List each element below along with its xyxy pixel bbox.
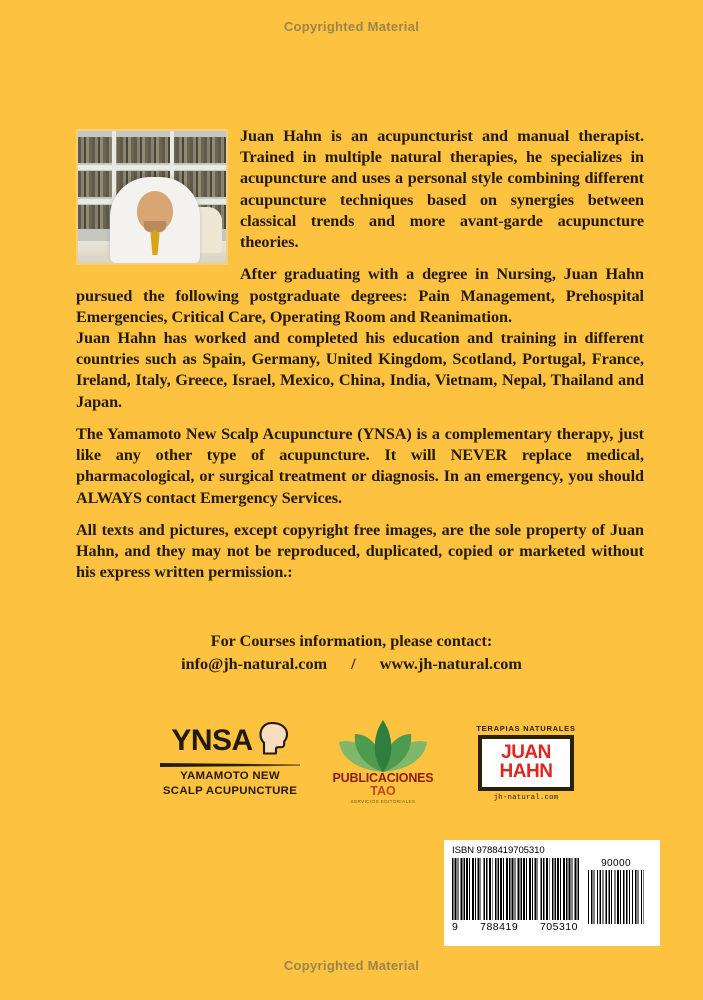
barcode-digit-group: 9 <box>452 921 459 933</box>
author-figure <box>110 177 200 263</box>
contact-email[interactable]: info@jh-natural.com <box>181 655 328 674</box>
ynsa-subtitle-line1: YAMAMOTO NEW <box>180 770 280 782</box>
barcode-bars <box>452 858 580 920</box>
contact-line <box>0 653 703 676</box>
juan-hahn-logo <box>466 724 586 802</box>
lotus-icon <box>328 718 438 774</box>
bio-paragraph-1: Juan Hahn is an acupuncturist and manual therapist. Trained in multiple natural therapies, he specializes in acupuncture and uses a personal style combining different acupuncture techniques based on synergies between classical trends and more avant-garde acupuncture theories. <box>240 127 644 252</box>
contact-separator: / <box>351 655 356 674</box>
bio-paragraph-2: After graduating with a degree in Nursing, Juan Hahn pursued the following postgraduate degrees: Pain Management, Prehospital Emergencies, Critical Care, Operating Room and Reanimation. <box>76 265 644 326</box>
author-photo <box>76 129 228 265</box>
cover-content <box>76 126 644 583</box>
shelf-divider <box>78 165 226 170</box>
bio-paragraph-3: Juan Hahn has worked and completed his education and training in different countries such as Spain, Germany, United Kingdom, Scotland, Portugal, France, Ireland, Italy, Greece, Israel, Mexico, China, India, Vietnam, Nepal, Thailand and Japan. <box>76 328 644 411</box>
ynsa-logo <box>154 722 306 798</box>
barcode-row <box>452 858 654 933</box>
isbn-label: ISBN 9788419705310 <box>452 845 545 856</box>
contact-block <box>0 630 703 677</box>
barcode-digit-group: 788419 <box>480 921 519 933</box>
copyright-paragraph: All texts and pictures, except copyright free images, are the sole property of Juan Hahn, and they may not be reproduced, duplicated, copied or marketed without his express written permission.: <box>76 520 644 582</box>
tao-publisher-name: PUBLICACIONES <box>332 771 434 785</box>
barcode-panel <box>444 840 660 946</box>
ynsa-logo-top <box>154 722 306 760</box>
contact-website[interactable]: www.jh-natural.com <box>379 655 522 674</box>
ynsa-subtitle-line2: SCALP ACUPUNCTURE <box>162 784 298 797</box>
logo-row <box>76 718 644 818</box>
head-profile-icon <box>259 722 289 760</box>
copyright-watermark-top: Copyrighted Material <box>283 19 420 34</box>
barcode-addon <box>588 858 644 924</box>
jh-brand-box <box>478 735 574 791</box>
tao-tagline: SERVICIOS EDITORIALES <box>350 798 416 804</box>
jh-brand-line2: HAHN <box>499 761 553 782</box>
bookshelf-row <box>78 137 226 163</box>
tao-publisher-logo <box>328 718 438 804</box>
barcode-addon-bars <box>588 870 644 924</box>
contact-heading: For Courses information, please contact: <box>210 632 493 650</box>
jh-brand-line1: JUAN <box>501 742 551 764</box>
ynsa-acronym: YNSA <box>171 724 253 757</box>
jh-top-text: TERAPIAS NATURALES <box>476 724 576 733</box>
barcode-digits <box>452 921 580 933</box>
disclaimer-paragraph: The Yamamoto New Scalp Acupuncture (YNSA) is a complementary therapy, just like any other type of acupuncture. It will NEVER replace medical, pharmacological, or surgical treatment or diagnosis. In an emergency, you should ALWAYS contact Emergency Services. <box>76 424 644 507</box>
author-tie <box>151 229 160 255</box>
author-head <box>137 191 173 231</box>
intro-block <box>76 126 644 328</box>
barcode-addon-number: 90000 <box>601 858 631 869</box>
copyright-watermark-bottom: Copyrighted Material <box>283 958 420 973</box>
ynsa-divider-bar <box>160 763 300 767</box>
tao-word: TAO <box>370 784 396 799</box>
barcode-digit-group: 705310 <box>539 921 578 933</box>
jh-url: jh-natural.com <box>493 794 559 802</box>
barcode-main <box>452 858 580 933</box>
